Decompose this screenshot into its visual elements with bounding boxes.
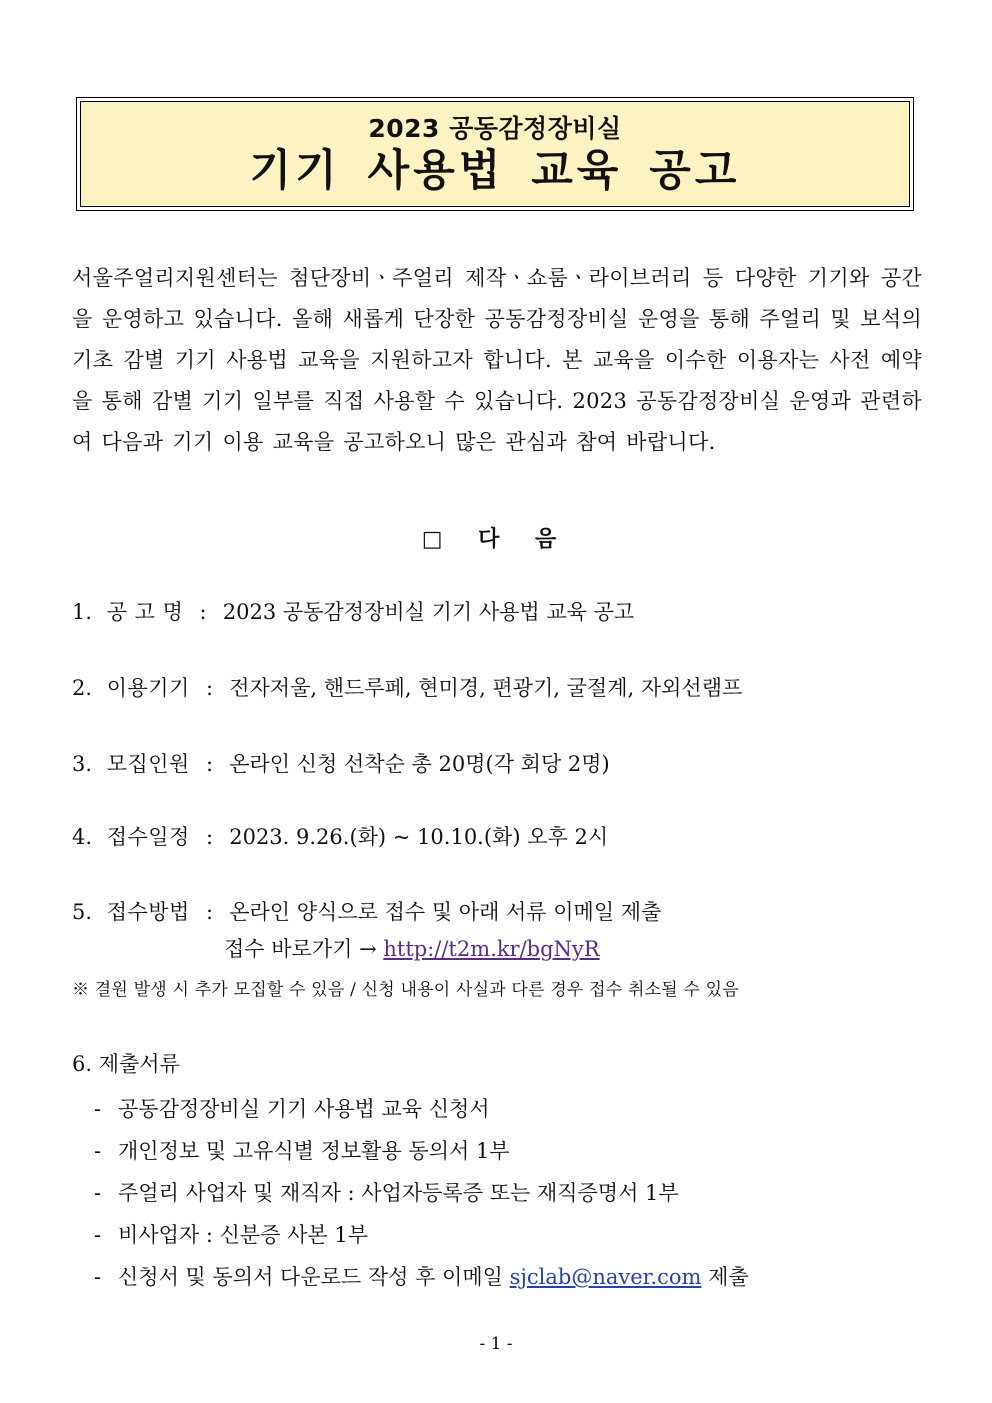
item-value: 2023 공동감정장비실 기기 사용법 교육 공고 [222, 600, 635, 624]
item-number: 2. [72, 676, 93, 700]
item-label: 공 고 명 [106, 600, 184, 624]
item-number: 3. [72, 752, 93, 776]
email-link[interactable]: sjclab@naver.com [509, 1265, 702, 1289]
item-announcement-name [72, 597, 634, 627]
item-value: 온라인 신청 선착순 총 20명(각 회당 2명) [229, 752, 610, 776]
item-number: 1. [72, 600, 93, 624]
item-equipment [72, 673, 742, 703]
documents-list [94, 1088, 749, 1298]
title-year-line: 2023 공동감정장비실 [368, 114, 622, 143]
item-label: 이용기기 [106, 676, 190, 700]
list-item-text: 공동감정장비실 기기 사용법 교육 신청서 [118, 1097, 490, 1121]
item-separator: : [205, 825, 214, 849]
list-item-text: 비사업자 : 신분증 사본 1부 [118, 1223, 368, 1247]
notice-note: ※ 결원 발생 시 추가 모집할 수 있음 / 신청 내용이 사실과 다른 경우 접수 취소될 수 있음 [72, 980, 739, 1000]
list-item: - 주얼리 사업자 및 재직자 : 사업자등록증 또는 재직증명서 1부 [94, 1181, 679, 1205]
item-number: 4. [72, 825, 93, 849]
apply-link-line [224, 934, 600, 964]
item-separator: : [205, 676, 214, 700]
list-item: - 비사업자 : 신분증 사본 1부 [94, 1223, 368, 1247]
item-method [72, 897, 661, 927]
item-value: 전자저울, 핸드루페, 현미경, 편광기, 굴절계, 자외선램프 [229, 676, 743, 700]
item-label: 모집인원 [106, 752, 190, 776]
list-item: - 신청서 및 동의서 다운로드 작성 후 이메일 sjclab@naver.com 제출 [94, 1265, 749, 1289]
item-label: 접수방법 [106, 900, 190, 924]
apply-link-prefix: 접수 바로가기 → [224, 937, 377, 961]
item-value: 2023. 9.26.(화) ~ 10.10.(화) 오후 2시 [229, 825, 609, 849]
item-recruitment [72, 749, 610, 779]
item-label: 접수일정 [106, 825, 190, 849]
list-item: - 공동감정장비실 기기 사용법 교육 신청서 [94, 1097, 490, 1121]
list-item: - 개인정보 및 고유식별 정보활용 동의서 1부 [94, 1139, 510, 1163]
list-item-text: 개인정보 및 고유식별 정보활용 동의서 1부 [118, 1139, 510, 1163]
item-schedule [72, 822, 608, 852]
list-item-text: 신청서 및 동의서 다운로드 작성 후 이메일 [118, 1265, 503, 1289]
title-box [76, 97, 914, 211]
item-number: 5. [72, 900, 93, 924]
list-item-text: 주얼리 사업자 및 재직자 : 사업자등록증 또는 재직증명서 1부 [118, 1181, 679, 1205]
apply-link[interactable]: http://t2m.kr/bgNyR [383, 937, 600, 961]
list-item-suffix: 제출 [708, 1265, 749, 1289]
page-number: - 1 - [479, 1334, 513, 1354]
page-title: 기기 사용법 교육 공고 [249, 146, 741, 196]
item-separator: : [199, 600, 207, 624]
documents-heading: 6. 제출서류 [72, 1052, 180, 1076]
intro-paragraph: 서울주얼리지원센터는 첨단장비ㆍ주얼리 제작ㆍ쇼룸ㆍ라이브러리 등 다양한 기기와 공간을 운영하고 있습니다. 올해 새롭게 단장한 공동감정장비실 운영을 통해 주얼리 및 보석의 기초 감별 기기 사용법 교육을 지원하고자 합니다. 본 교육을 이수한 이용자는 사전 예약을 통해 감별 기기 일부를 직접 사용할 수 있습니다. 2023 공동감정장비실 운영과 관련하여 다음과 기기 이용 교육을 공고하오니 많은 관심과 참여 바랍니다. [72, 266, 922, 454]
section-heading: □ 다 음 [421, 526, 571, 552]
item-separator: : [205, 900, 214, 924]
title-inner [80, 101, 910, 207]
item-separator: : [205, 752, 214, 776]
item-value: 온라인 양식으로 접수 및 아래 서류 이메일 제출 [229, 900, 662, 924]
